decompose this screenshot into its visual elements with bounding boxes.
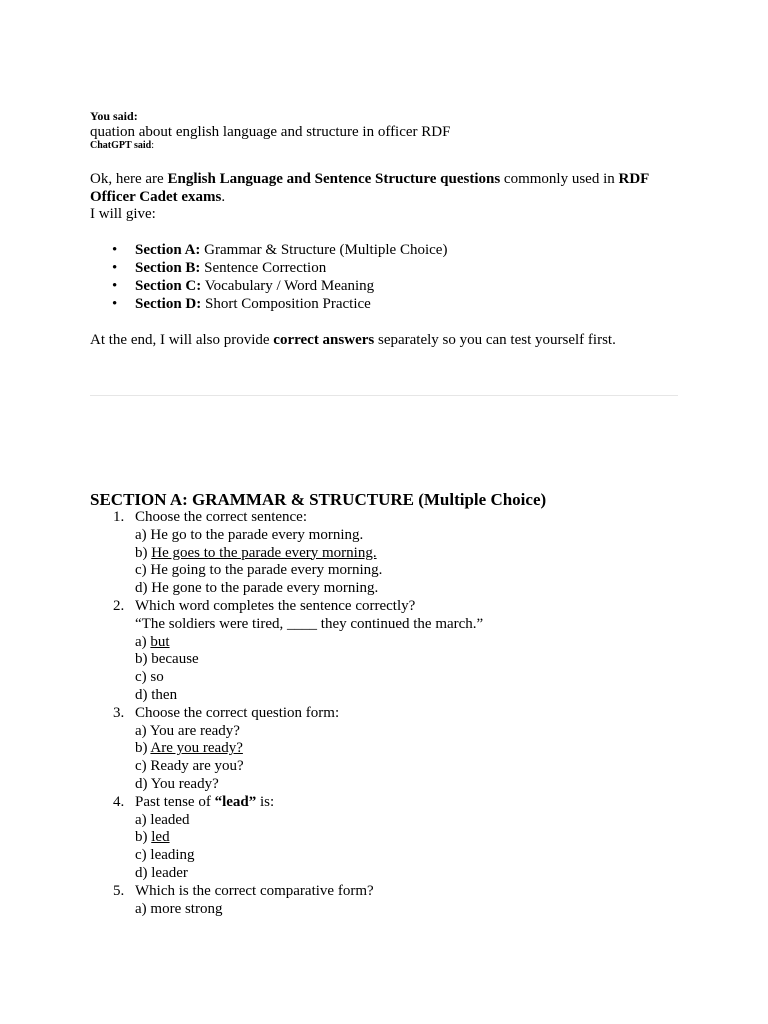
section-label: Section B: [135, 259, 201, 276]
closing-paragraph [90, 332, 616, 349]
intro-give: I will give: [90, 206, 156, 223]
assistant-label-colon: : [151, 140, 155, 151]
section-text: Grammar & Structure (Multiple Choice) [200, 241, 448, 258]
question-prompt: Choose the correct question form: [135, 704, 340, 721]
divider [90, 395, 678, 396]
correct-answer: led [151, 829, 170, 846]
section-label: Section D: [135, 295, 202, 312]
intro-bold-exam: RDF Officer Cadet exams [90, 171, 649, 205]
option-prefix: b) [135, 829, 152, 846]
intro-bold-topic: English Language and Sentence Structure questions [167, 171, 501, 187]
section-text: Vocabulary / Word Meaning [201, 277, 375, 294]
question-5 [90, 883, 690, 919]
closing-text: separately so you can test yourself first. [374, 332, 616, 348]
option-d: d) You ready? [135, 775, 219, 792]
intro-text: commonly used in [500, 171, 619, 187]
chat-header [90, 109, 450, 152]
intro-text: Ok, here are [90, 171, 168, 187]
question-quote: “The soldiers were tired, ____ they continued the march.” [135, 615, 484, 632]
section-list [90, 241, 678, 313]
option-prefix: b) [135, 740, 151, 757]
question-prompt: Which word completes the sentence correctly? [135, 597, 416, 614]
option-c: c) so [135, 669, 164, 686]
option-b [135, 740, 690, 758]
option-a: a) You are ready? [135, 722, 240, 739]
option-c: c) Ready are you? [135, 758, 244, 775]
list-item [90, 259, 678, 277]
closing-text: At the end, I will also provide [90, 332, 274, 348]
prompt-text: Past tense of [135, 793, 215, 810]
question-number: 3. [113, 704, 125, 721]
option-a [135, 634, 690, 652]
section-text: Short Composition Practice [201, 295, 371, 312]
assistant-label [90, 140, 450, 152]
option-a: a) more strong [135, 900, 223, 917]
option-b [135, 829, 690, 847]
question-1 [90, 509, 690, 598]
question-number: 2. [113, 597, 125, 614]
correct-answer: Are you ready? [150, 740, 243, 757]
question-3 [90, 705, 690, 794]
user-label: You said: [90, 109, 138, 123]
user-message: quation about english language and structure in officer RDF [90, 124, 451, 140]
list-item [90, 277, 678, 295]
option-a: a) leaded [135, 811, 190, 828]
intro-block [90, 171, 678, 313]
option-prefix: b) [135, 544, 152, 561]
question-4 [90, 794, 690, 883]
closing-bold: correct answers [273, 332, 375, 348]
list-item [90, 295, 678, 313]
option-c: c) He going to the parade every morning. [135, 562, 383, 579]
prompt-text: is: [256, 793, 275, 810]
option-d: d) then [135, 686, 178, 703]
section-a [90, 490, 690, 918]
question-number: 5. [113, 882, 125, 899]
section-text: Sentence Correction [200, 259, 327, 276]
question-prompt: Which is the correct comparative form? [135, 882, 374, 899]
question-prompt [135, 794, 690, 812]
question-list [90, 509, 690, 918]
section-title: SECTION A: GRAMMAR & STRUCTURE (Multiple Choice) [90, 490, 547, 509]
option-b: b) because [135, 651, 199, 668]
question-prompt: Choose the correct sentence: [135, 509, 308, 525]
question-2 [90, 598, 690, 705]
option-d: d) leader [135, 864, 188, 881]
section-label: Section A: [135, 241, 201, 258]
question-number: 1. [113, 509, 125, 525]
option-b [135, 545, 690, 563]
option-c: c) leading [135, 847, 195, 864]
assistant-label-text: ChatGPT said [90, 140, 152, 151]
option-d: d) He gone to the parade every morning. [135, 580, 379, 597]
intro-paragraph [90, 171, 678, 206]
list-item [90, 241, 678, 259]
question-number: 4. [113, 793, 125, 810]
correct-answer: but [150, 633, 170, 650]
intro-text: . [221, 188, 226, 205]
correct-answer: He goes to the parade every morning. [151, 544, 377, 561]
prompt-bold: “lead” [214, 793, 257, 810]
option-prefix: a) [135, 633, 151, 650]
option-a: a) He go to the parade every morning. [135, 526, 364, 543]
section-label: Section C: [135, 277, 202, 294]
